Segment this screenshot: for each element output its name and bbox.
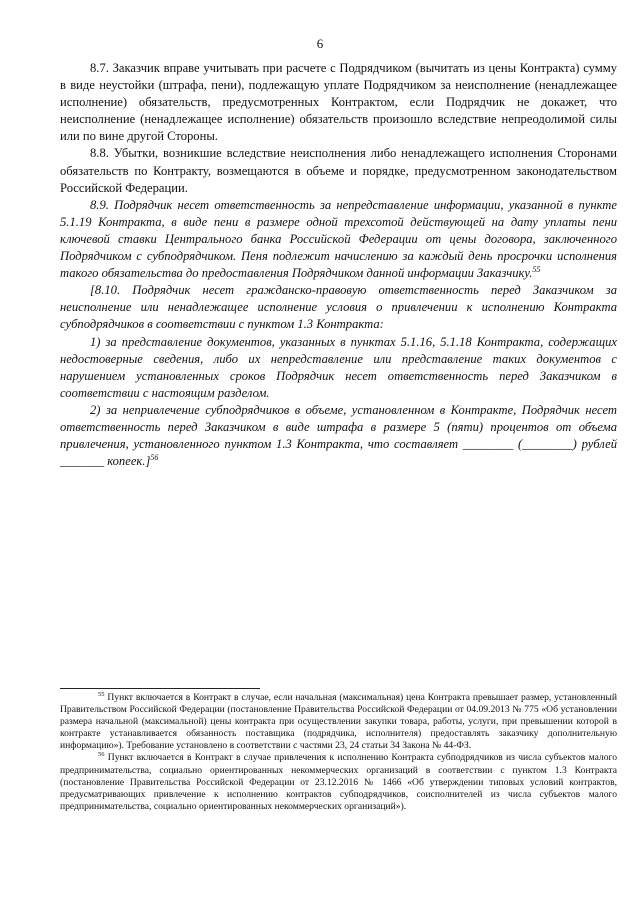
footnote-ref-55[interactable]: 55 — [532, 264, 541, 274]
footnote-divider — [60, 688, 260, 689]
footnote-mark-56: 56 — [98, 751, 105, 759]
clause-8-10: [8.10. Подрядчик несет гражданско-правовую ответственность перед Заказчиком за неисполнение или ненадлежащее исполнение условия о привлечении к исполнению Контракта субподрядчиков в соответствии с пунктом 1.3 Контракта: — [60, 283, 617, 332]
clause-8-10-item-1: 1) за представление документов, указанных в пунктах 5.1.16, 5.1.18 Контракта, содержащих недостоверные сведения, либо их непредставление или представление таких документов с нарушением установленных сроков Подрядчик несет ответственность перед Заказчиком в соответствии с настоящим разделом. — [60, 334, 617, 400]
document-body — [60, 60, 617, 470]
clause-8-10-item-2: 2) за непривлечение субподрядчиков в объеме, установленном в Контракте, Подрядчик несет ответственность перед Заказчиком в виде штрафа в размере 5 (пяти) процентов от объема привлечения, установленного пунктом 1.3 Контракта, что составляет ________ (________) рублей _______ копеек.]$^{56}$ — [60, 402, 617, 469]
footnote-55: $^{55}$ Пункт включается в Контракт в случае, если начальная (максимальная) цена Контракта превышает размер, установленный Правительством Российской Федерации (постановление Правительства Российской Федерации от 04.09.2013 № 775 «Об установлении размера начальной (максимальной) цены контракта при осуществлении закупки товара, работы, услуги, при превышении которой в контракте устанавливается обязанность поставщика (подрядчика, исполнителя) предоставлять заказчику дополнительную информацию»). Требование установлено в соответствии с частями 23, 24 статьи 34 Закона № 44-ФЗ. — [60, 690, 617, 752]
clause-8-7: 8.7. Заказчик вправе учитывать при расчете с Подрядчиком (вычитать из цены Контракта) сумму в виде неустойки (штрафа, пени), подлежащую уплате Подрядчиком за неисполнение (ненадлежащее исполнение) обязательств, предусмотренных Контрактом, если Подрядчик не докажет, что неисполнение (ненадлежащее исполнение) обязательств произошло вследствие непреодолимой силы или по вине другой Стороны. — [60, 61, 617, 144]
clause-8-9: 8.9. Подрядчик несет ответственность за непредставление информации, указанной в пункте 5.1.19 Контракта, в виде пени в размере одной трехсотой действующей на дату уплаты пени ключевой ставки Центрального банка Российской Федерации от цены договора, заключенного Подрядчиком с субподрядчиком. Пеня подлежит начислению за каждый день просрочки исполнения такого обязательства до предоставления Подрядчиком данной информации Заказчику.$^{55}$ — [60, 197, 617, 281]
footnote-56: $^{56}$ Пункт включается в Контракт в случае привлечения к исполнению Контракта субподрядчиков из числа субъектов малого предпринимательства, социально ориентированных некоммерческих организаций в соответствии с пунктом 1.3 Контракта (постановление Правительства Российской Федерации от 23.12.2016 № 1466 «Об утверждении типовых условий контрактов, предусматривающих привлечение к исполнению контрактов субподрядчиков, соисполнителей из числа субъектов малого предпринимательства, социально ориентированных некоммерческих организаций»). — [60, 751, 617, 812]
footnote-ref-56[interactable]: 56 — [150, 452, 159, 462]
page-number: 6 — [316, 36, 324, 51]
footnotes — [60, 692, 617, 813]
clause-8-8: 8.8. Убытки, возникшие вследствие неисполнения либо ненадлежащего исполнения Сторонами обязательств по Контракту, возмещаются в объеме и порядке, предусмотренном законодательством Российской Федерации. — [60, 146, 617, 195]
footnote-mark-55: 55 — [98, 690, 105, 698]
